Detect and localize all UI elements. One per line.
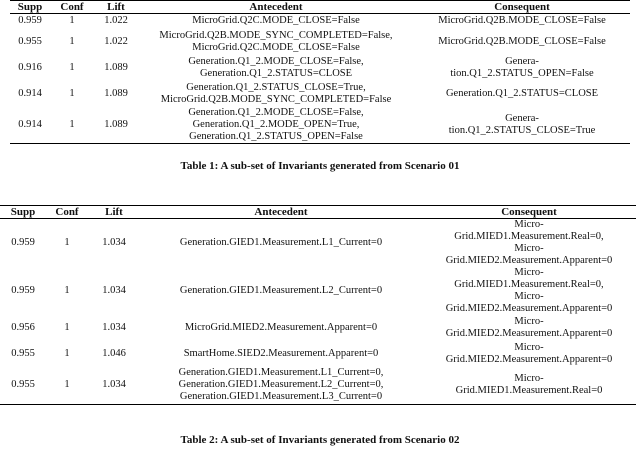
cell-supp: 0.955 bbox=[18, 35, 42, 47]
header-conf: Conf bbox=[46, 206, 88, 219]
cell-supp: 0.914 bbox=[10, 107, 50, 144]
consequent-line: Genera- bbox=[505, 112, 539, 124]
cell-lift: 1.034 bbox=[102, 322, 126, 333]
table-row bbox=[0, 267, 636, 315]
antecedent-line: MicroGrid.Q2C.MODE_CLOSE=False bbox=[192, 15, 360, 27]
consequent-line: Grid.MIED2.Measurement.Apparent=0 bbox=[445, 303, 613, 314]
cell-supp: 0.914 bbox=[18, 87, 42, 99]
cell-lift: 1.046 bbox=[102, 348, 126, 359]
cell-consequent bbox=[414, 107, 630, 144]
antecedent-line: SmartHome.SIED2.Measurement.Apparent=0 bbox=[183, 348, 379, 359]
cell-conf: 1 bbox=[50, 107, 94, 144]
table-row bbox=[10, 81, 630, 107]
consequent-line: Grid.MIED2.Measurement.Apparent=0 bbox=[445, 354, 613, 365]
table-row bbox=[0, 315, 636, 341]
cell-lift: 1.022 bbox=[104, 35, 128, 47]
consequent-line: Grid.MIED1.Measurement.Real=0 bbox=[455, 385, 603, 397]
consequent-line: Generation.Q1_2.STATUS=CLOSE bbox=[445, 87, 599, 99]
cell-conf: 1 bbox=[64, 322, 70, 333]
cell-supp: 0.959 bbox=[11, 285, 35, 296]
table-header-row bbox=[10, 1, 630, 14]
antecedent-line: Generation.GIED1.Measurement.L1_Current=0 bbox=[179, 237, 383, 248]
cell-lift: 1.034 bbox=[102, 237, 126, 248]
consequent-line: tion.Q1_2.STATUS_CLOSE=True bbox=[448, 124, 596, 136]
cell-conf: 1 bbox=[46, 367, 88, 404]
cell-consequent bbox=[422, 219, 636, 268]
cell-supp: 0.959 bbox=[11, 237, 35, 248]
cell-antecedent bbox=[138, 29, 414, 55]
cell-conf: 1 bbox=[69, 61, 75, 73]
cell-lift: 1.034 bbox=[88, 367, 140, 404]
cell-antecedent bbox=[140, 219, 422, 268]
antecedent-line: Generation.Q1_2.MODE_CLOSE=False, bbox=[188, 106, 364, 118]
header-consequent: Consequent bbox=[422, 206, 636, 219]
invariants-table-scenario-02 bbox=[0, 205, 636, 405]
table-row bbox=[0, 341, 636, 367]
consequent-line: Micro- bbox=[514, 219, 544, 230]
antecedent-line: MicroGrid.Q2B.MODE_SYNC_COMPLETED=False bbox=[160, 93, 392, 105]
cell-antecedent bbox=[140, 341, 422, 367]
header-lift: Lift bbox=[88, 206, 140, 219]
cell-supp: 0.955 bbox=[11, 348, 35, 359]
consequent-line: MicroGrid.Q2B.MODE_CLOSE=False bbox=[438, 15, 606, 27]
cell-consequent bbox=[422, 367, 636, 404]
cell-consequent bbox=[422, 341, 636, 367]
table-row bbox=[10, 14, 630, 29]
cell-antecedent bbox=[140, 267, 422, 315]
table-row bbox=[10, 29, 630, 55]
cell-supp: 0.959 bbox=[18, 15, 42, 27]
cell-supp: 0.955 bbox=[0, 367, 46, 404]
consequent-line: tion.Q1_2.STATUS_OPEN=False bbox=[450, 67, 594, 79]
antecedent-line: Generation.GIED1.Measurement.L1_Current=0, bbox=[178, 367, 384, 379]
cell-antecedent bbox=[138, 107, 414, 144]
cell-consequent bbox=[422, 267, 636, 315]
cell-antecedent bbox=[138, 14, 414, 29]
table-caption-2: Table 2: A sub-set of Invariants generated from Scenario 02 bbox=[180, 434, 460, 446]
consequent-line: Micro- bbox=[514, 342, 544, 353]
cell-conf: 1 bbox=[69, 35, 75, 47]
cell-consequent bbox=[414, 14, 630, 29]
cell-conf: 1 bbox=[64, 237, 70, 248]
cell-conf: 1 bbox=[69, 87, 75, 99]
consequent-line: Genera- bbox=[505, 55, 539, 67]
cell-consequent bbox=[422, 315, 636, 341]
cell-conf: 1 bbox=[64, 285, 70, 296]
consequent-line: Grid.MIED2.Measurement.Apparent=0 bbox=[445, 255, 613, 266]
table-row bbox=[10, 55, 630, 81]
table-header-row bbox=[0, 206, 636, 219]
table-row bbox=[0, 367, 636, 404]
consequent-line: Micro- bbox=[514, 267, 544, 278]
antecedent-line: Generation.Q1_2.STATUS_OPEN=False bbox=[189, 130, 363, 142]
table-caption-1: Table 1: A sub-set of Invariants generated from Scenario 01 bbox=[180, 160, 460, 172]
antecedent-line: Generation.Q1_2.STATUS=CLOSE bbox=[199, 67, 353, 79]
cell-antecedent bbox=[140, 367, 422, 404]
antecedent-line: Generation.Q1_2.STATUS_CLOSE=True, bbox=[186, 81, 366, 93]
consequent-line: Grid.MIED1.Measurement.Real=0, bbox=[454, 279, 604, 290]
antecedent-line: Generation.Q1_2.MODE_CLOSE=False, bbox=[188, 55, 364, 67]
cell-conf: 1 bbox=[64, 348, 70, 359]
consequent-line: Micro- bbox=[514, 243, 544, 254]
cell-consequent bbox=[414, 81, 630, 107]
invariants-table-scenario-01 bbox=[10, 0, 630, 144]
antecedent-line: Generation.GIED1.Measurement.L2_Current=0, bbox=[178, 379, 384, 391]
consequent-line: MicroGrid.Q2B.MODE_CLOSE=False bbox=[438, 35, 606, 47]
cell-supp: 0.916 bbox=[18, 61, 42, 73]
antecedent-line: MicroGrid.Q2C.MODE_CLOSE=False bbox=[192, 41, 360, 53]
header-antecedent: Antecedent bbox=[138, 1, 414, 14]
cell-lift: 1.089 bbox=[104, 87, 128, 99]
consequent-line: Micro- bbox=[514, 373, 544, 385]
cell-consequent bbox=[414, 29, 630, 55]
header-conf: Conf bbox=[50, 1, 94, 14]
antecedent-line: Generation.GIED1.Measurement.L2_Current=0 bbox=[179, 285, 383, 296]
header-lift: Lift bbox=[94, 1, 138, 14]
consequent-line: Grid.MIED2.Measurement.Apparent=0 bbox=[445, 328, 613, 339]
consequent-line: Micro- bbox=[514, 291, 544, 302]
header-supp: Supp bbox=[10, 1, 50, 14]
consequent-line: Grid.MIED1.Measurement.Real=0, bbox=[454, 231, 604, 242]
antecedent-line: MicroGrid.Q2B.MODE_SYNC_COMPLETED=False, bbox=[159, 29, 393, 41]
header-antecedent: Antecedent bbox=[140, 206, 422, 219]
cell-lift: 1.022 bbox=[104, 15, 128, 27]
cell-antecedent bbox=[138, 81, 414, 107]
antecedent-line: Generation.Q1_2.MODE_OPEN=True, bbox=[192, 118, 360, 130]
antecedent-line: MicroGrid.MIED2.Measurement.Apparent=0 bbox=[184, 322, 378, 333]
cell-supp: 0.956 bbox=[11, 322, 35, 333]
cell-antecedent bbox=[138, 55, 414, 81]
cell-lift: 1.034 bbox=[102, 285, 126, 296]
cell-antecedent bbox=[140, 315, 422, 341]
cell-conf: 1 bbox=[69, 15, 75, 27]
cell-consequent bbox=[414, 55, 630, 81]
header-consequent: Consequent bbox=[414, 1, 630, 14]
antecedent-line: Generation.GIED1.Measurement.L3_Current=0 bbox=[179, 391, 383, 403]
table-row bbox=[0, 219, 636, 268]
header-supp: Supp bbox=[0, 206, 46, 219]
table-row bbox=[10, 107, 630, 144]
consequent-line: Micro- bbox=[514, 316, 544, 327]
cell-lift: 1.089 bbox=[94, 107, 138, 144]
cell-lift: 1.089 bbox=[104, 61, 128, 73]
